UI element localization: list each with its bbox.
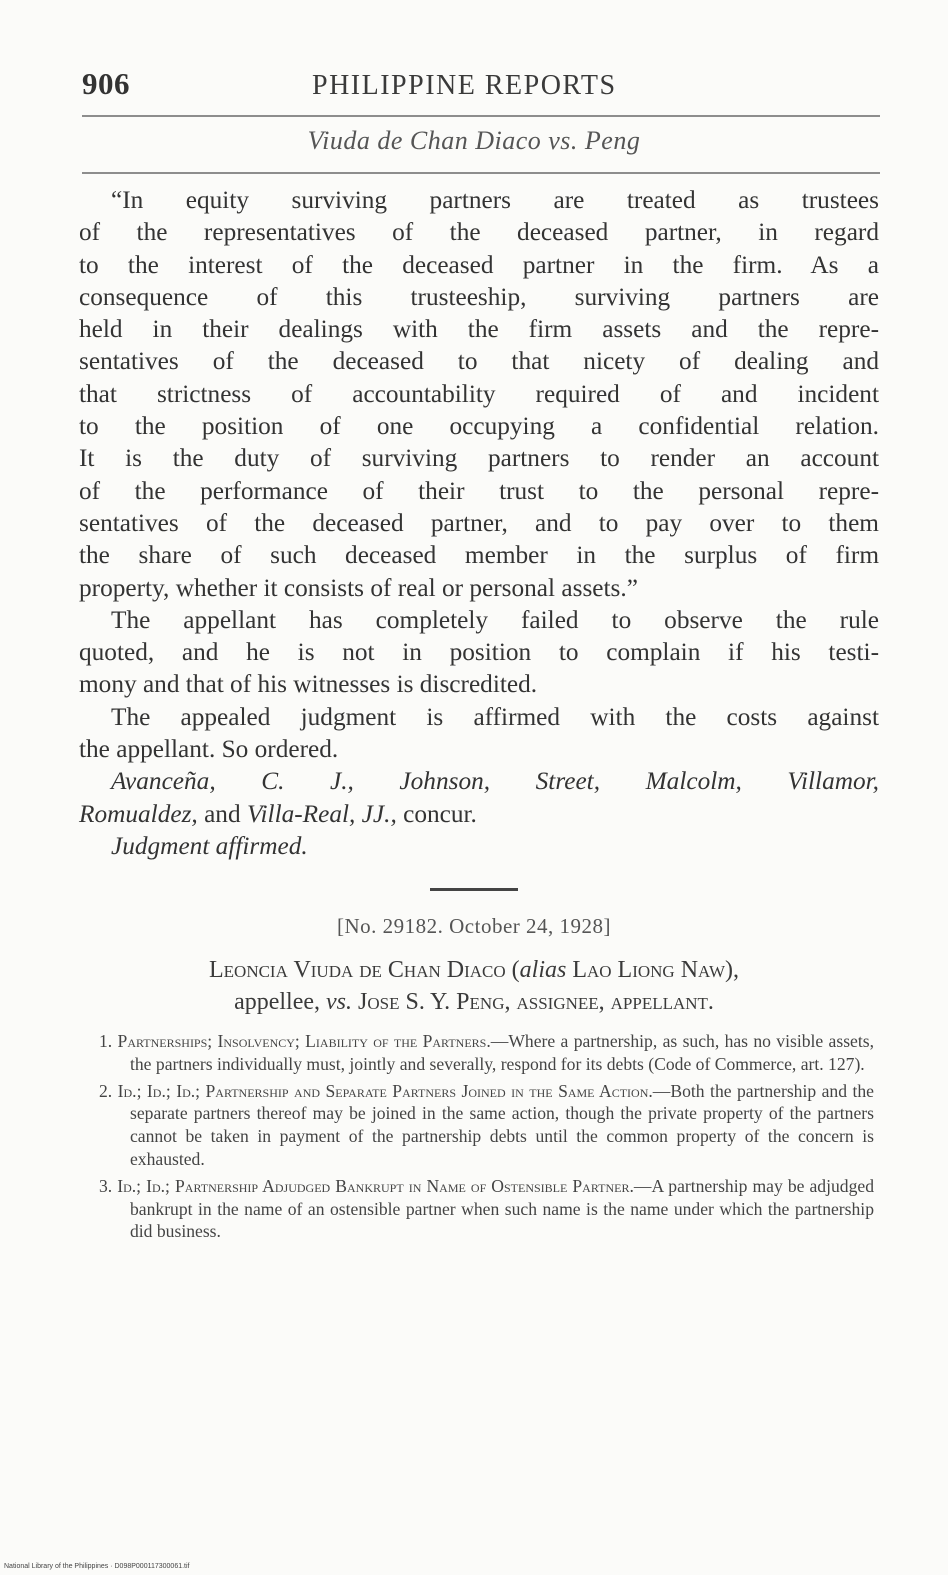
versus: vs. xyxy=(326,989,353,1015)
concurring-justices-line xyxy=(79,798,879,830)
paragraph-line: the appellant. So ordered. xyxy=(79,735,339,764)
appellant-name: Jose S. Y. Peng, assignee, appellant. xyxy=(352,989,714,1015)
quote-line: sentatives of the deceased partner, and to pay over to them xyxy=(79,508,879,537)
quote-line: that strictness of accountability required of and incident xyxy=(79,379,879,408)
quote-line: It is the duty of surviving partners to render an account xyxy=(79,444,879,473)
syllabus-heading: 2. Id.; Id.; Id.; Partnership and Separate Partners Joined in the Same Action. xyxy=(99,1080,653,1101)
case-parties xyxy=(0,954,948,1018)
conjunction: and xyxy=(197,799,247,828)
alias-name: Lao Liong Naw), xyxy=(566,957,739,983)
alias-word: alias xyxy=(519,957,567,983)
syllabus-heading: 3. Id.; Id.; Partnership Adjudged Bankrupt in Name of Ostensible Partner. xyxy=(99,1175,634,1196)
running-title: PHILIPPINE REPORTS xyxy=(312,70,617,101)
paragraph-line: mony and that of his witnesses is discredited. xyxy=(79,670,538,699)
header-rule-top xyxy=(82,115,880,117)
scan-footer: National Library of the Philippines · D098P000117300061.tif xyxy=(4,1563,190,1570)
quote-line: of the representatives of the deceased partner, in regard xyxy=(79,218,879,247)
parties-line xyxy=(0,986,948,1018)
justice-names: Romualdez, xyxy=(79,799,198,828)
quote-line: to the interest of the deceased partner in the firm. As a xyxy=(79,250,879,279)
concurring-justices-line: Avanceña, C. J., Johnson, Street, Malcolm, Villamor, xyxy=(111,767,879,796)
paragraph-line: The appellant has completely failed to observe the rule xyxy=(111,605,879,634)
header-rule-bottom xyxy=(82,172,880,174)
syllabus-text: —A partnership may be adjudged bankrupt in the name of an ostensible partner when such name is the name under which the partnership did business. xyxy=(130,1175,874,1242)
parties-line xyxy=(0,954,948,986)
paragraph-line: quoted, and he is not in position to complain if his testi- xyxy=(79,638,879,667)
quote-line: of the performance of their trust to the personal repre- xyxy=(79,476,879,505)
opinion-body xyxy=(79,184,879,862)
syllabus-text: —Where a partnership, as such, has no visible assets, the partners individually must, jointly and severally, respond for its debts (Code of Commerce, art. 127). xyxy=(130,1031,874,1074)
page-number: 906 xyxy=(82,66,130,101)
syllabus-heading: 1. Partnerships; Insolvency; Liability of the Partners. xyxy=(99,1031,491,1051)
syllabus xyxy=(99,1030,874,1247)
quote-line: consequence of this trusteeship, surviving partners are xyxy=(79,282,879,311)
quote-line: held in their dealings with the firm assets and the repre- xyxy=(79,315,879,344)
case-caption: Viuda de Chan Diaco vs. Peng xyxy=(307,126,641,155)
disposition: Judgment affirmed. xyxy=(111,831,308,860)
syllabus-item xyxy=(99,1030,874,1076)
syllabus-item xyxy=(99,1175,874,1243)
quote-line: sentatives of the deceased to that nicety of dealing and xyxy=(79,347,879,376)
concur-word: concur. xyxy=(396,799,477,828)
quote-line: to the position of one occupying a confidential relation. xyxy=(79,412,879,441)
appellee-name: Leoncia Viuda de Chan Diaco ( xyxy=(209,957,520,983)
quote-line: “In equity surviving partners are treated as trustees xyxy=(111,186,879,214)
quote-line: the share of such deceased member in the surplus of firm xyxy=(79,541,879,570)
appellee-role: appellee, xyxy=(234,989,327,1015)
syllabus-text: —Both the partnership and the separate partners thereof may be joined in the same action, though the private property of the partners cannot be taken in payment of the partnership debts until the common property of the concern is exhausted. xyxy=(130,1080,874,1169)
quote-line: property, whether it consists of real or personal assets.” xyxy=(79,573,638,602)
section-divider xyxy=(430,888,518,891)
justice-names: Villa-Real, JJ., xyxy=(246,799,397,828)
page-header xyxy=(80,66,880,106)
paragraph-line: The appealed judgment is affirmed with the costs against xyxy=(111,702,879,731)
docket-line: [No. 29182. October 24, 1928] xyxy=(336,914,612,938)
syllabus-item xyxy=(99,1080,874,1171)
